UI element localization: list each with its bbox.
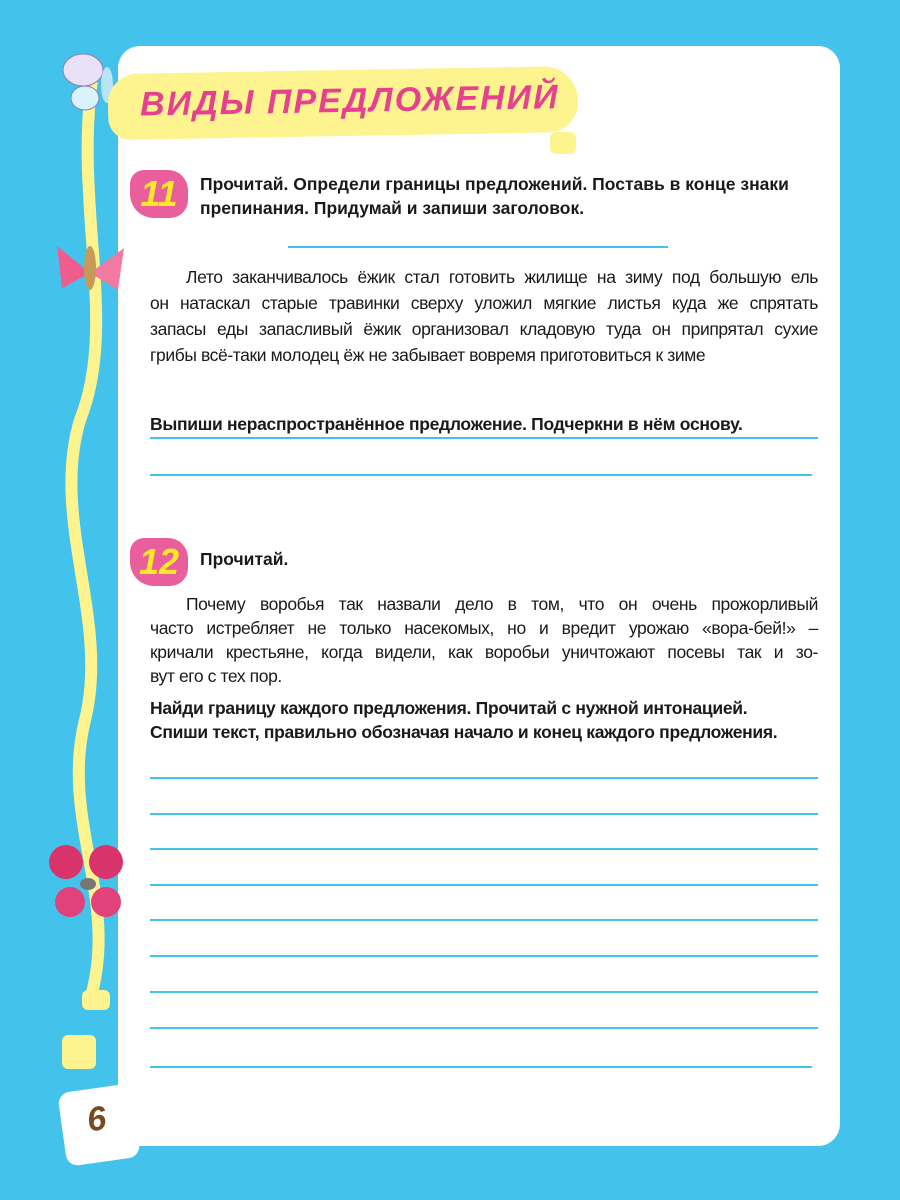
exercise-11-badge: 11 [130,170,188,218]
text-line: часто истребляет не только насекомых, но и вредит урожаю «вора-бей!» – [150,618,818,638]
butterfly-red-icon [44,840,129,925]
exercise-12-instruction [150,696,777,744]
text-line: вут его с тех пор. [150,666,282,686]
task-line: Прочитай. Определи границы предложений. Поставь в конце знаки [200,174,789,194]
decor-blob [550,132,576,154]
instruction-line: Спиши текст, правильно обозначая начало и конец каждого предложения. [150,722,778,742]
answer-line[interactable] [150,777,818,779]
text-line: кричали крестьяне, когда видели, как воробьи уничтожают посевы так и зо- [150,642,818,662]
answer-line[interactable] [150,1066,812,1068]
answer-line[interactable] [150,955,818,957]
title-banner [107,66,578,140]
decor-blob [62,1035,96,1069]
exercise-11-instruction: Выпиши нераспространённое предложение. Подчеркни в нём основу. [150,414,743,434]
answer-line[interactable] [150,474,812,476]
answer-line[interactable] [150,1027,818,1029]
page-number-badge [57,1083,141,1167]
page-title: ВИДЫ ПРЕДЛОЖЕНИЙ [139,78,560,124]
task-line: препинания. Придумай и запиши заголовок. [200,198,585,218]
instruction-line: Найди границу каждого предложения. Прочитай с нужной интонацией. [150,698,748,718]
decor-blob [82,990,110,1010]
exercise-12-text [150,592,818,688]
title-answer-line[interactable] [288,246,668,248]
butterfly-pink-icon [52,238,127,308]
exercise-12-badge: 12 [130,538,188,586]
text-line: грибы всё-таки молодец ёж не забывает вовремя приготовиться к зиме [150,345,706,365]
answer-line[interactable] [150,884,818,886]
text-line: он натаскал старые травинки сверху уложил мягкие листья куда же спрятать [150,293,818,313]
page-number: 6 [84,1099,109,1140]
answer-line[interactable] [150,991,818,993]
answer-line[interactable] [150,437,818,439]
exercise-11-text [150,264,818,368]
text-line: Лето заканчивалось ёжик стал готовить жилище на зиму под большую ель [186,267,818,287]
answer-line[interactable] [150,848,818,850]
exercise-12-task: Прочитай. [200,549,289,569]
answer-line[interactable] [150,813,818,815]
text-line: Почему воробья так назвали дело в том, что он очень прожорливый [186,594,818,614]
text-line: запасы еды запасливый ёжик организовал кладовую туда он припрятал сухие [150,319,818,339]
exercise-11-task [200,172,789,220]
answer-line[interactable] [150,919,818,921]
